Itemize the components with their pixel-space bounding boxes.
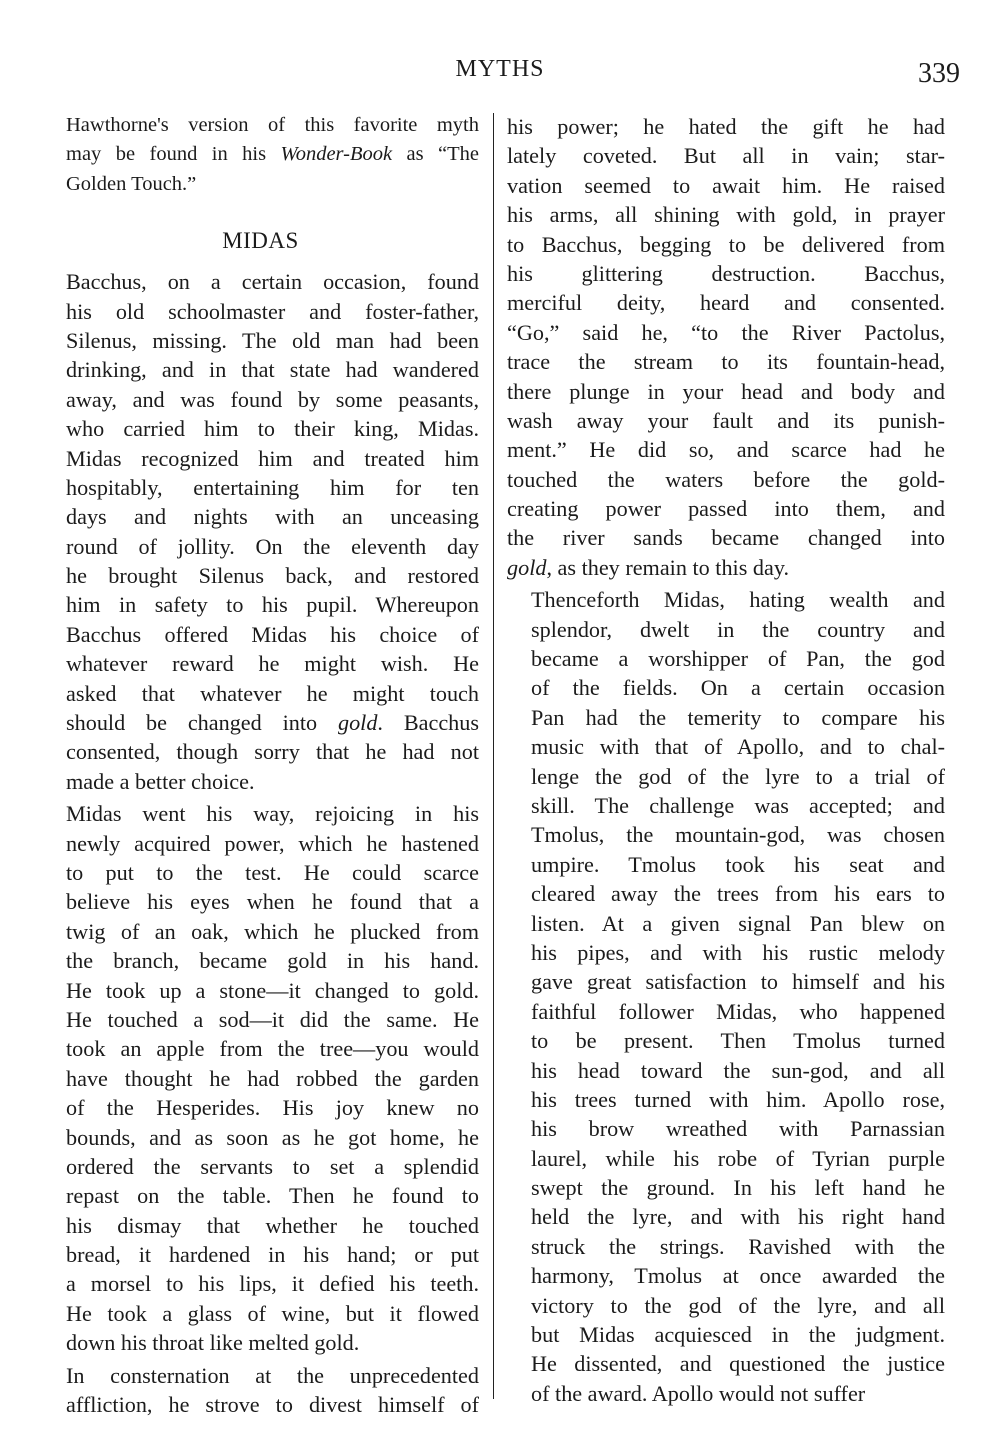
text-line: He touched a sod—it did the same. He [66,1006,479,1032]
text-line: his brow wreathed with Parnassian [531,1116,945,1142]
text-line: touched the waters before the gold- [507,466,945,492]
text-line: trace the stream to its fountain-head, [507,349,945,375]
text-line: creating power passed into them, and [507,496,945,522]
text-line: Bacchus offered Midas his choice of [66,621,479,647]
column-rule [493,113,494,1399]
text-line: repast on the table. Then he found to [66,1183,479,1209]
text-line: of the award. Apollo would not suffer [531,1380,866,1406]
text-line: there plunge in your head and body and [507,378,945,404]
text-line: Midas went his way, rejoicing in his [66,801,479,827]
text-line: consented, though sorry that he had not [66,739,479,765]
paragraph [42,1361,479,1420]
text-line: “Go,” said he, “to the River Pactolus, [507,319,945,345]
text-line: the branch, became gold in his hand. [66,948,479,974]
text-line: took an apple from the tree—you would [66,1036,479,1062]
left-body-text [42,267,479,1419]
text-line: his old schoolmaster and foster-father, [66,298,479,324]
note-line: Golden Touch.” [66,172,197,195]
text-line: wash away your fault and its punish- [507,407,945,433]
text-line: of the Hesperides. His joy knew no [66,1095,479,1121]
text-line: music with that of Apollo, and to chal- [531,734,945,760]
text-line: merciful deity, heard and consented. [507,290,945,316]
text-line: but Midas acquiesced in the judgment. [531,1322,945,1348]
text-line: became a worshipper of Pan, the god [531,646,945,672]
text-line: held the lyre, and with his right hand [531,1204,945,1230]
text-line: his pipes, and with his rustic melody [531,939,945,965]
text-line: newly acquired power, which he hastened [66,830,479,856]
paragraph [42,267,479,796]
text-line: a morsel to his lips, it defied his teeth. [66,1271,479,1297]
text-line: affliction, he strove to divest himself of [66,1392,479,1418]
left-column [42,112,479,1422]
text-line: bread, it hardened in his hand; or put [66,1242,479,1268]
text-line: ordered the servants to set a splendid [66,1153,479,1179]
hawthorne-note [42,112,479,200]
text-line: him in safety to his pupil. Whereupon [66,592,479,618]
text-line: swept the ground. In his left hand he [531,1175,945,1201]
text-line: asked that whatever he might touch [66,680,479,706]
text-line: have thought he had robbed the garden [66,1065,479,1091]
text-line: splendor, dwelt in the country and [531,616,945,642]
text-line: his arms, all shining with gold, in prayer [507,202,945,228]
text-line: to be present. Then Tmolus turned [531,1028,945,1054]
right-body-text [507,112,945,1408]
paragraph [507,585,945,1408]
text-line: laurel, while his robe of Tyrian purple [531,1145,945,1171]
text-line: his glittering destruction. Bacchus, [507,260,945,286]
text-line: down his throat like melted gold. [66,1330,360,1356]
text-line: umpire. Tmolus took his seat and [531,851,945,877]
text-line: He took up a stone—it changed to gold. [66,977,479,1003]
text-line: to Bacchus, begging to be delivered from [507,231,945,257]
text-line: In consternation at the unprecedented [66,1362,479,1388]
text-line: whatever reward he might wish. He [66,651,479,677]
text-line: lately coveted. But all in vain; star- [507,143,945,169]
right-column [507,112,945,1411]
text-line: gave great satisfaction to himself and his [531,969,945,995]
text-line: his head toward the sun-god, and all [531,1057,945,1083]
note-line: Hawthorne's version of this favorite myth [66,114,479,136]
text-line: Tmolus, the mountain-god, was chosen [531,822,945,848]
text-line: lenge the god of the lyre to a trial of [531,763,945,789]
text-line: Midas recognized him and treated him [66,445,479,471]
text-line: believe his eyes when he found that a [66,889,479,915]
text-line: should be changed into gold. Bacchus [66,710,479,736]
text-line: bounds, and as soon as he got home, he [66,1124,479,1150]
text-line: cleared away the trees from his ears to [531,881,945,907]
text-line: faithful follower Midas, who happened [531,998,945,1024]
text-line: victory to the god of the lyre, and all [531,1292,945,1318]
text-line: gold, as they remain to this day. [507,554,790,580]
text-line: the river sands became changed into [507,525,945,551]
text-line: days and nights with an unceasing [66,504,479,530]
text-line: his trees turned with him. Apollo rose, [531,1086,945,1112]
text-line: his dismay that whether he touched [66,1212,479,1238]
page-number: 339 [918,58,960,89]
text-line: who carried him to their king, Midas. [66,416,479,442]
text-line: he brought Silenus back, and restored [66,563,479,589]
text-line: round of jollity. On the eleventh day [66,533,479,559]
text-line: vation seemed to await him. He raised [507,172,945,198]
text-line: Bacchus, on a certain occasion, found [66,269,479,295]
text-line: away, and was found by some peasants, [66,386,479,412]
text-line: twig of an oak, which he plucked from [66,918,479,944]
running-head: MYTHS [455,56,545,82]
text-line: listen. At a given signal Pan blew on [531,910,945,936]
section-title: MIDAS [222,228,299,254]
text-line: Silenus, missing. The old man had been [66,327,479,353]
text-line: drinking, and in that state had wandered [66,357,479,383]
paragraph [42,799,479,1357]
text-line: to put to the test. He could scarce [66,859,479,885]
text-line: ment.” He did so, and scarce had he [507,437,945,463]
text-line: his power; he hated the gift he had [507,114,945,139]
text-line: Pan had the temerity to compare his [531,704,945,730]
text-line: of the fields. On a certain occasion [531,675,945,701]
note-line: may be found in his Wonder-Book as “The [66,143,479,166]
text-line: harmony, Tmolus at once awarded the [531,1263,945,1289]
text-line: struck the strings. Ravished with the [531,1233,945,1259]
text-line: He dissented, and questioned the justice [531,1351,945,1377]
text-line: skill. The challenge was accepted; and [531,792,945,818]
text-line: He took a glass of wine, but it flowed [66,1300,479,1326]
text-line: Thenceforth Midas, hating wealth and [531,587,945,613]
paragraph [507,112,945,582]
text-line: made a better choice. [66,768,255,794]
text-line: hospitably, entertaining him for ten [66,474,479,500]
